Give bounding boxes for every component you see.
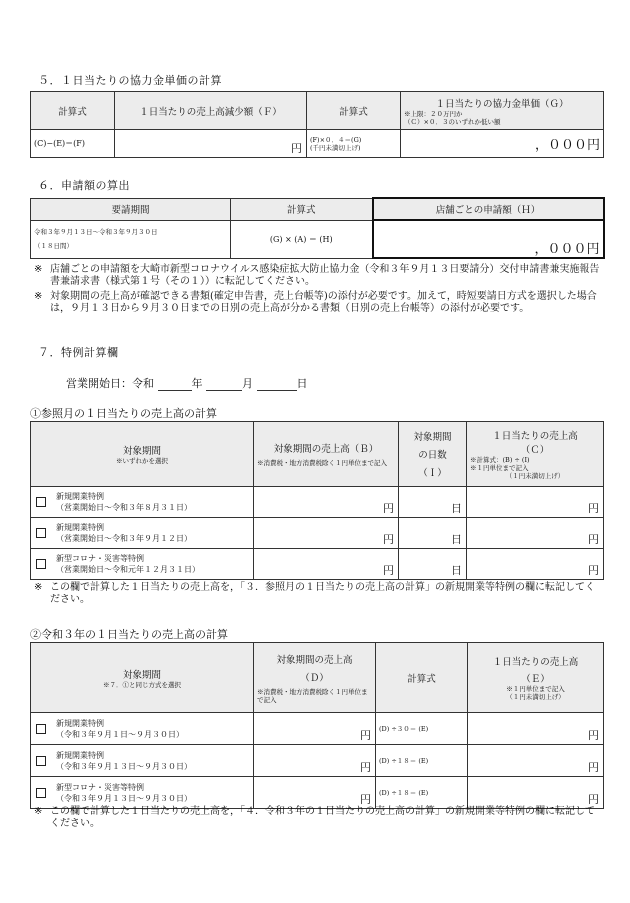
table-2-title: ②令和３年の１日当たりの売上高の計算 — [30, 628, 228, 641]
t1-sales-input[interactable] — [254, 549, 399, 580]
table-6 — [30, 197, 605, 259]
t2-header-daily-1: １日当たりの売上高 — [492, 657, 579, 668]
t5-unit-price-input[interactable]: ，０００円 — [401, 130, 604, 158]
t2-daily-input[interactable] — [468, 713, 604, 745]
yen-unit: 円 — [360, 793, 371, 806]
note-6-2 — [34, 291, 604, 315]
note-t2 — [34, 806, 604, 830]
checkbox[interactable] — [36, 528, 46, 538]
t6-amount-input[interactable]: ，０００円 — [373, 220, 604, 258]
table-1-title: ①参照月の１日当たりの売上高の計算 — [30, 407, 217, 420]
yen-unit: 円 — [383, 533, 394, 546]
day-unit: 日 — [451, 502, 462, 515]
option-label: 新規開業特例 — [56, 750, 104, 760]
table-1 — [30, 421, 604, 580]
table-row — [31, 713, 604, 745]
note-mark: ※ — [34, 806, 43, 817]
t5-decrease-input[interactable] — [115, 130, 307, 158]
t2-header-sales — [254, 643, 376, 713]
t1-sales-input[interactable] — [254, 518, 399, 549]
table-row — [31, 549, 604, 580]
t1-daily-input[interactable] — [467, 487, 604, 518]
checkbox[interactable] — [36, 497, 46, 507]
t2-header-period-label: 対象期間 — [122, 669, 161, 681]
section-7-title: ７．特例計算欄 — [38, 346, 119, 359]
day-label: 日 — [296, 377, 308, 390]
yen-unit: 円 — [588, 729, 599, 742]
note-t1-text: この欄で計算した１日当たりの売上高を，「３．参照月の１日当たりの売上高の計算」の新規開業等特例の欄に転記してください。 — [50, 582, 595, 605]
t2-option-3[interactable] — [31, 777, 254, 809]
t6-period: 令和３年９月１３日〜令和３年９月３０日 — [34, 228, 158, 236]
t1-header-daily-note-1: ※計算式：(B) ÷ (I) — [470, 456, 530, 464]
t1-option-3[interactable] — [31, 549, 254, 580]
option-period: （令和３年９月１日〜９月３０日） — [56, 729, 184, 739]
t2-formula: (D) ÷３０＝ (E) — [376, 713, 468, 745]
t1-header-days-2: の日数 — [418, 450, 447, 461]
t1-header-daily-1: １日当たりの売上高 — [492, 431, 578, 442]
t2-header-formula: 計算式 — [376, 643, 468, 713]
open-date-row — [66, 375, 308, 391]
option-period: （営業開始日〜令和３年９月１２日） — [56, 534, 192, 543]
t1-header-daily-note-2: ※１円単位まで記入 — [470, 464, 529, 472]
t1-header-period-label: 対象期間 — [122, 446, 161, 457]
t1-header-days-1: 対象期間 — [413, 432, 452, 443]
yen-unit: 円 — [588, 564, 599, 577]
t5-header-formula-2: 計算式 — [307, 92, 401, 130]
t5-formula-line-2: (千円未満切上げ) — [310, 143, 361, 152]
t2-header-daily — [468, 643, 604, 713]
option-label: 新型コロナ・災害等特例 — [56, 782, 144, 792]
day-input[interactable] — [257, 377, 297, 391]
t1-header-days-3: （Ｉ） — [418, 468, 447, 479]
note-mark: ※ — [34, 291, 43, 302]
t1-header-period — [31, 422, 254, 487]
yen-unit: 円 — [360, 729, 371, 742]
t5-header-note-2: （Ｃ）×０．３のいずれか低い額 — [404, 117, 501, 126]
t1-header-sales-note: ※消費税・地方消費税除く１円単位まで記入 — [257, 459, 387, 467]
t5-header-note-1: ※上限：２０万円か — [404, 109, 463, 118]
year-label: 年 — [191, 377, 203, 390]
checkbox[interactable] — [36, 724, 46, 734]
t6-header-formula: 計算式 — [231, 198, 373, 220]
t1-days-input[interactable] — [399, 518, 467, 549]
section-6-title: ６．申請額の算出 — [38, 179, 130, 192]
t2-header-sales-2: （Ｄ） — [300, 672, 329, 684]
open-date-label: 営業開始日：令和 — [66, 377, 154, 390]
note-6-1 — [34, 264, 604, 288]
t1-sales-input[interactable] — [254, 487, 399, 518]
t2-formula: (D) ÷１８＝ (E) — [376, 745, 468, 777]
option-label: 新規開業特例 — [56, 492, 104, 501]
note-mark: ※ — [34, 582, 43, 593]
t6-period-cell — [31, 220, 231, 258]
yen-unit: 円 — [291, 142, 302, 155]
t1-option-1[interactable] — [31, 487, 254, 518]
t2-header-daily-2: （Ｅ） — [521, 674, 550, 685]
option-period: （令和３年９月１３日〜９月３０日） — [56, 761, 192, 771]
t2-formula: (D) ÷１８＝ (E) — [376, 777, 468, 809]
t2-header-period — [31, 643, 254, 713]
t6-header-amount: 店舗ごとの申請額（Ｈ） — [373, 198, 604, 220]
t2-header-sales-1: 対象期間の売上高 — [276, 654, 353, 666]
option-label: 新型コロナ・災害等特例 — [56, 554, 144, 563]
table-5 — [30, 91, 604, 158]
option-label: 新規開業特例 — [56, 523, 104, 532]
option-period: （営業開始日〜令和元年１２月３１日） — [56, 565, 200, 574]
t1-header-daily-note-3: （１円未満切上げ） — [505, 472, 565, 480]
table-row — [31, 745, 604, 777]
checkbox[interactable] — [36, 788, 46, 798]
t1-header-daily-2: （Ｃ） — [520, 445, 550, 456]
t5-formula-cell: (C)−(E)＝(F) — [31, 130, 115, 158]
checkbox[interactable] — [36, 756, 46, 766]
t5-formula-cell-2 — [307, 130, 401, 158]
day-unit: 日 — [451, 533, 462, 546]
t6-days: （１８日間） — [34, 242, 73, 250]
option-label: 新規開業特例 — [56, 718, 104, 728]
option-period: （営業開始日〜令和３年８月３１日） — [56, 503, 192, 512]
t2-option-2[interactable] — [31, 745, 254, 777]
note-t1 — [34, 582, 604, 606]
t2-option-1[interactable] — [31, 713, 254, 745]
table-row — [31, 487, 604, 518]
t5-header-decrease: １日当たりの売上高減少額（Ｆ） — [115, 92, 307, 130]
yen-unit: 円 — [383, 502, 394, 515]
t2-header-daily-note-2: （１円未満切上げ） — [506, 693, 565, 701]
t2-header-period-note: ※７．①と同じ方式を選択 — [103, 680, 181, 689]
yen-unit: 円 — [588, 793, 599, 806]
year-input[interactable] — [158, 377, 192, 391]
table-row — [31, 777, 604, 809]
yen-unit: 円 — [588, 533, 599, 546]
note-6-1-text: 店舗ごとの申請額を大崎市新型コロナウイルス感染症拡大防止協力金（令和３年９月１３日要請分）交付申請書兼実施報告書兼請求書（様式第１号（その１））に転記してください。 — [50, 264, 600, 287]
t5-header-unit-price — [401, 92, 604, 130]
checkbox[interactable] — [36, 559, 46, 569]
day-unit: 日 — [451, 564, 462, 577]
table-2 — [30, 642, 604, 809]
yen-unit: 円 — [360, 761, 371, 774]
option-period: （令和３年９月１３日〜９月３０日） — [56, 793, 192, 803]
t2-sales-input[interactable] — [254, 713, 376, 745]
t6-formula: (G) × (A) ＝ (H) — [231, 220, 373, 258]
t1-header-sales-label: 対象期間の売上高（Ｂ） — [273, 444, 379, 455]
t2-header-daily-note-1: ※１円単位まで記入 — [506, 685, 565, 693]
t1-header-sales — [254, 422, 399, 487]
t1-header-days — [399, 422, 467, 487]
t2-sales-input[interactable] — [254, 777, 376, 809]
t1-days-input[interactable] — [399, 487, 467, 518]
t6-header-period: 要請期間 — [31, 198, 231, 220]
yen-unit: 円 — [588, 502, 599, 515]
t2-daily-input[interactable] — [468, 777, 604, 809]
table-row — [31, 518, 604, 549]
note-t2-text: この欄で計算した１日当たりの売上高を，「４．令和３年の１日当たりの売上高の計算」の新規開業等特例の欄に転記してください。 — [50, 806, 595, 829]
t2-header-sales-note: ※消費税・地方消費税除く１円単位まで記入 — [257, 687, 368, 704]
t1-header-period-note: ※いずれかを選択 — [116, 457, 168, 465]
t1-header-daily — [467, 422, 604, 487]
t1-daily-input[interactable] — [467, 549, 604, 580]
t5-formula-line-1: (F)×０．４＝(G) — [310, 135, 362, 144]
t2-sales-input[interactable] — [254, 745, 376, 777]
t1-daily-input[interactable] — [467, 518, 604, 549]
note-mark: ※ — [34, 264, 43, 275]
t5-header-formula: 計算式 — [31, 92, 115, 130]
yen-unit: 円 — [383, 564, 394, 577]
t2-daily-input[interactable] — [468, 745, 604, 777]
t1-option-2[interactable] — [31, 518, 254, 549]
t1-days-input[interactable] — [399, 549, 467, 580]
yen-unit: 円 — [588, 761, 599, 774]
month-input[interactable] — [206, 377, 242, 391]
note-6-2-text: 対象期間の売上高が確認できる書類(確定申告書，売上台帳等)の添付が必要です。加えて，時短要請日方式を選択した場合は，９月１３日から９月３０日までの日別の売上高が分かる書類（日別の売上台帳等）の添付が必要です。 — [50, 291, 597, 314]
t5-header-unit-price-label: １日当たりの協力金単価（Ｇ） — [435, 98, 569, 110]
section-5-title: ５．１日当たりの協力金単価の計算 — [38, 74, 222, 87]
month-label: 月 — [242, 377, 253, 390]
